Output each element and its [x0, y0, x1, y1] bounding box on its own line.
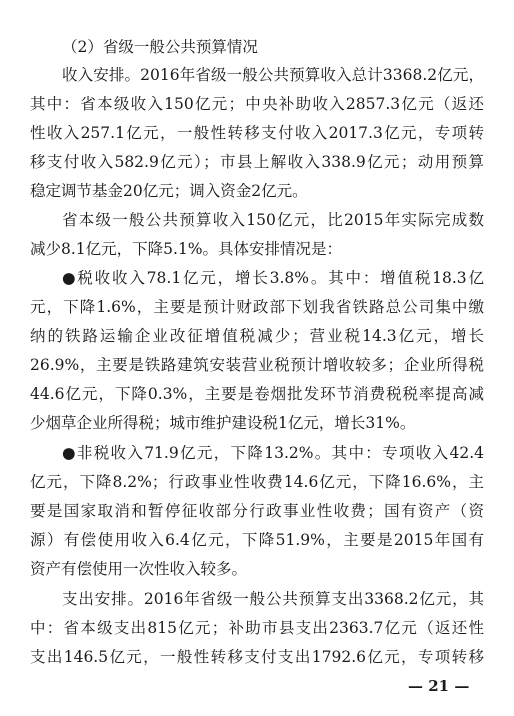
- paragraph-line: 44.6亿元，下降0.3%，主要是卷烟批发环节消费税税率提高减: [30, 385, 484, 403]
- paragraph-line: 中：省本级支出815亿元；补助市县支出2363.7亿元（返还性: [30, 619, 484, 637]
- paragraph-line: 支出安排。2016年省级一般公共预算支出3368.2亿元，其: [62, 590, 484, 608]
- paragraph-line: 要是国家取消和暂停征收部分行政事业性收费；国有资产（资: [30, 502, 484, 520]
- paragraph-line: 元，下降1.6%，主要是预计财政部下划我省铁路总公司集中缴: [30, 298, 484, 316]
- paragraph-line: 性收入257.1亿元，一般性转移支付收入2017.3亿元，专项转: [30, 124, 484, 142]
- paragraph-line: 其中：省本级收入150亿元；中央补助收入2857.3亿元（返还: [30, 95, 484, 113]
- paragraph-line: 稳定调节基金20亿元；调入资金2亿元。: [30, 182, 308, 200]
- paragraph-line: 纳的铁路运输企业改征增值税减少；营业税14.3亿元，增长: [30, 327, 484, 345]
- paragraph-line: 省本级一般公共预算收入150亿元，比2015年实际完成数: [62, 211, 484, 229]
- bullet-line: ●非税收入71.9亿元，下降13.2%。其中：专项收入42.4: [62, 444, 484, 462]
- paragraph-line: 资产有偿使用一次性收入较多。: [30, 560, 248, 578]
- paragraph-line: 亿元，下降8.2%；行政事业性收费14.6亿元，下降16.6%，主: [30, 473, 484, 491]
- paragraph-line: 支出146.5亿元，一般性转移支付支出1792.6亿元，专项转移: [30, 648, 484, 666]
- paragraph-line: 减少8.1亿元，下降5.1%。具体安排情况是：: [30, 240, 343, 258]
- bullet-line: ●税收收入78.1亿元，增长3.8%。其中：增值税18.3亿: [62, 269, 484, 287]
- paragraph-line: 源）有偿使用收入6.4亿元，下降51.9%，主要是2015年国有: [30, 531, 484, 549]
- paragraph-line: 收入安排。2016年省级一般公共预算收入总计3368.2亿元，: [62, 66, 484, 84]
- section-title: （2）省级一般公共预算情况: [62, 38, 258, 56]
- paragraph-line: 移支付收入582.9亿元）；市县上解收入338.9亿元；动用预算: [30, 153, 484, 171]
- paragraph-line: 26.9%，主要是铁路建筑安装营业税预计增收较多；企业所得税: [30, 356, 484, 374]
- paragraph-line: 少烟草企业所得税；城市维护建设税1亿元，增长31%。: [30, 414, 416, 432]
- page-number: — 21 —: [408, 677, 470, 695]
